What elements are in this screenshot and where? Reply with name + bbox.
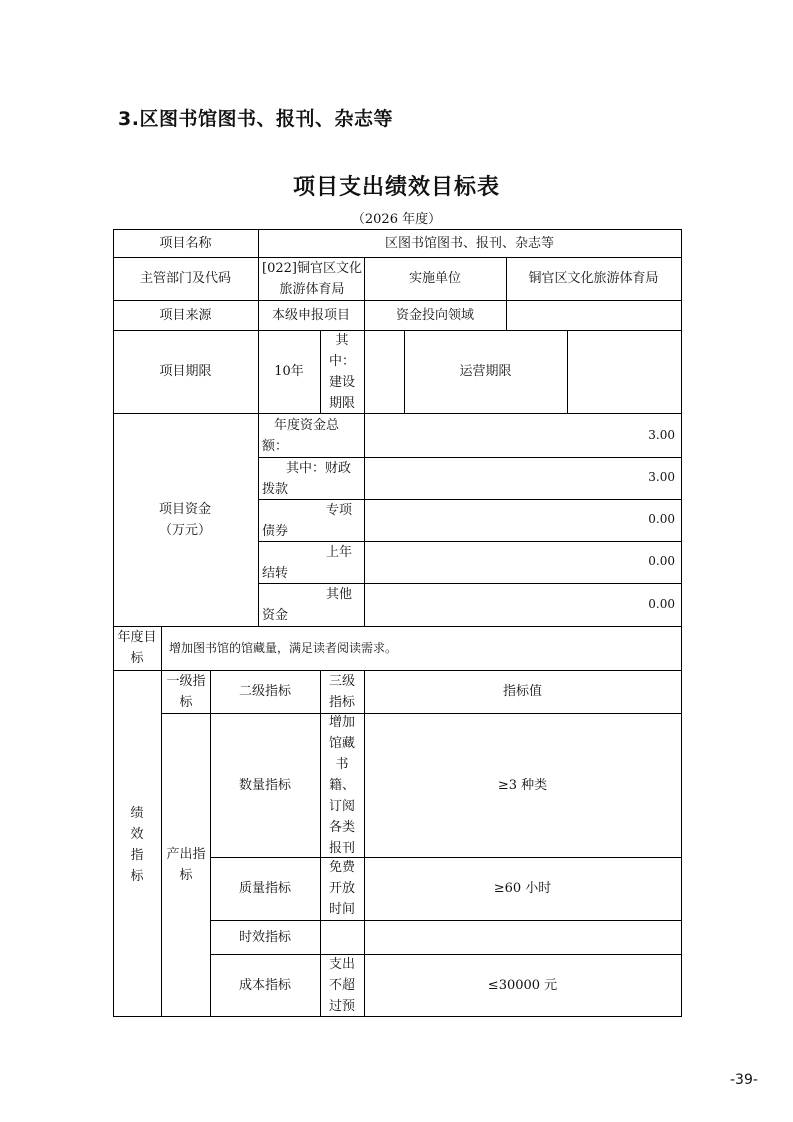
fund-value-other: 0.00 <box>648 597 675 611</box>
impl-value: 铜官区文化旅游体育局 <box>528 271 659 286</box>
fund-label-fiscal: 其中：财政拨款 <box>262 461 352 497</box>
level2-quality: 质量指标 <box>238 881 291 896</box>
dept-value: [022]铜官区文化旅游体育局 <box>262 260 362 297</box>
level3-quantity: 增加馆藏书籍、订阅各类报刊 <box>328 714 355 856</box>
header-level2: 二级指标 <box>238 684 291 699</box>
level3-cost: 支出不超过预 <box>328 956 355 1014</box>
build-period-value <box>364 330 404 413</box>
level3-timeliness <box>322 920 362 954</box>
period-label: 项目期限 <box>159 364 212 379</box>
dept-label: 主管部门及代码 <box>139 271 231 286</box>
section-heading: 3.区图书馆图书、报刊、杂志等 <box>118 108 393 130</box>
build-period-label: 其中：建设期限 <box>328 332 355 411</box>
fund-label-total: 年度资金总额： <box>262 418 340 454</box>
fund-value-total: 3.00 <box>648 428 675 442</box>
ops-period-label: 运营期限 <box>459 364 512 379</box>
source-label: 项目来源 <box>159 307 212 323</box>
project-name-value: 区图书馆图书、报刊、杂志等 <box>384 235 554 251</box>
level1-output: 产出指标 <box>166 847 206 883</box>
fund-label-carryover: 上年结转 <box>262 545 353 581</box>
annual-goal-text: 增加图书馆的馆藏量，满足读者阅读需求。 <box>169 640 398 655</box>
level2-timeliness: 时效指标 <box>238 929 291 945</box>
annual-goal-label: 年度目标 <box>117 630 157 666</box>
source-value: 本级申报项目 <box>271 307 350 323</box>
impl-label: 实施单位 <box>408 271 461 286</box>
header-value: 指标值 <box>502 684 542 699</box>
invest-value <box>506 300 681 330</box>
header-level1: 一级指标 <box>166 673 206 710</box>
fund-value-fiscal: 3.00 <box>648 470 675 484</box>
fund-label-other: 其他资金 <box>262 587 353 623</box>
level3-quality: 免费开放时间 <box>328 860 355 917</box>
value-quality: ≥60 小时 <box>493 881 552 896</box>
fund-label-bond: 专项债券 <box>262 503 353 539</box>
value-timeliness <box>364 920 681 954</box>
header-level3: 三级指标 <box>328 673 355 710</box>
ops-period-value <box>567 330 681 413</box>
fund-value-carryover: 0.00 <box>648 554 675 568</box>
indicators-section-label: 绩效指标 <box>130 806 144 884</box>
level2-quantity: 数量指标 <box>238 777 291 793</box>
value-quantity: ≥3 种类 <box>497 777 548 793</box>
fund-value-bond: 0.00 <box>648 512 675 526</box>
period-value: 10年 <box>274 364 304 379</box>
value-cost: ≤30000 元 <box>487 977 558 993</box>
level2-cost: 成本指标 <box>238 977 291 993</box>
table-title: 项目支出绩效目标表 <box>292 175 500 200</box>
funds-label: 项目资金（万元） <box>158 501 211 538</box>
invest-label: 资金投向领域 <box>395 307 474 323</box>
table-year: （2026 年度） <box>351 212 442 227</box>
project-name-label: 项目名称 <box>159 235 212 251</box>
page-number: -39- <box>730 1072 758 1088</box>
